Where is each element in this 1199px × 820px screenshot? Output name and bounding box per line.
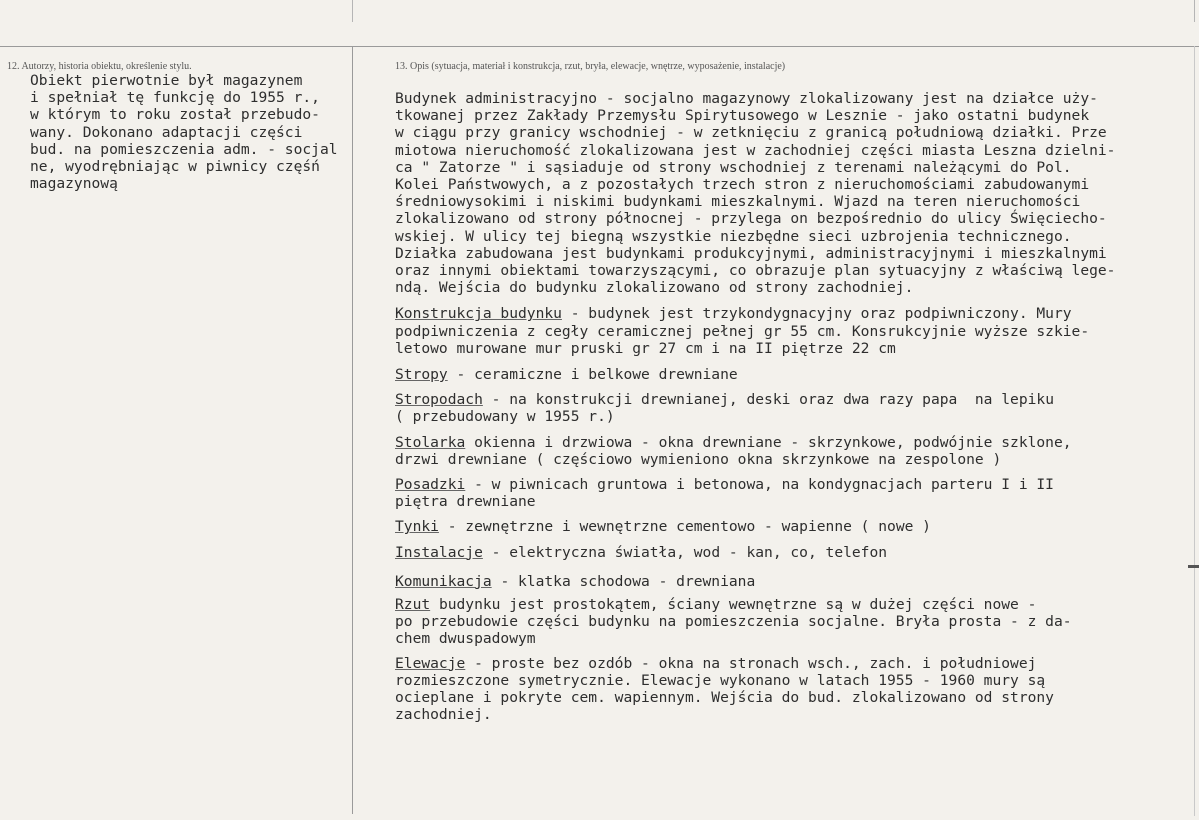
paragraph-floors — [395, 476, 1195, 510]
paragraph-lead: Posadzki — [395, 476, 466, 494]
paragraph-lead: Rzut — [395, 596, 431, 614]
paragraph-plan — [395, 596, 1195, 648]
section-12-text: Obiekt pierwotnie był magazynem i spełniał tę funkcję do 1955 r., w którym to roku został przebudo- wany. Dokonano adaptacji części bud. na pomieszczenia adm. - socjal ne, wyodrębniając w piwnicy częśń magazynową — [30, 72, 338, 193]
paragraph-lead: Komunikacja — [395, 572, 492, 590]
paragraph-lead: Konstrukcja budynku — [395, 305, 562, 323]
paragraph-construction — [395, 305, 1195, 357]
section-13-body — [395, 90, 1195, 724]
form-top-rule — [0, 46, 1199, 47]
paragraph-text: okienna i drzwiowa - okna drewniane - skrzynkowe, podwójnie szklone, drzwi drewniane ( częściowo wymieniono okna skrzynkowe na zespolone ) — [395, 433, 1072, 468]
paragraph-text: - proste bez ozdób - okna na stronach wsch., zach. i południowej rozmieszczone symetrycznie. Elewacje wykonano w latach 1955 - 1960 mury są ocieplane i pokryte cem. wapiennym. Wejścia do bud. zlokalizowano od strony zachodniej. — [395, 654, 1054, 724]
paragraph-lead: Stropy — [395, 366, 448, 384]
section-12-header: 12. Autorzy, historia obiektu, określenie stylu. — [7, 61, 192, 72]
paragraph-ceilings — [395, 366, 1195, 383]
paragraph-installations — [395, 544, 1195, 561]
paragraph-communication — [395, 573, 1195, 590]
paragraph-joinery — [395, 434, 1195, 468]
paragraph-location — [395, 90, 1195, 296]
paragraph-elevations — [395, 655, 1195, 724]
paragraph-lead: Elewacje — [395, 654, 466, 672]
paragraph-text: - ceramiczne i belkowe drewniane — [447, 366, 738, 384]
paragraph-roof — [395, 391, 1195, 425]
paragraph-text: - budynek jest trzykondygnacyjny oraz podpiwniczony. Mury podpiwniczenia z cegły ceramicznej pełnej gr 55 cm. Konsrukcyjnie wyższe szkie- letowo murowane mur pruski gr 27 cm i na II piętrze 22 cm — [395, 305, 1090, 357]
paragraph-text: - klatka schodowa - drewniana — [491, 572, 756, 590]
paragraph-lead: Instalacje — [395, 543, 483, 561]
section-13-header: 13. Opis (sytuacja, materiał i konstrukcja, rzut, bryła, elewacje, wnętrze, wyposażenie, instalacje) — [395, 61, 786, 72]
paragraph-text: budynku jest prostokątem, ściany wewnętrzne są w dużej części nowe - po przebudowie części budynku na pomieszczenia socjalne. Bryła prosta - z da- chem dwuspadowym — [395, 596, 1072, 648]
paragraph-text: - elektryczna światła, wod - kan, co, telefon — [482, 543, 888, 561]
paragraph-text: - zewnętrzne i wewnętrzne cementowo - wapienne ( nowe ) — [438, 518, 931, 536]
top-tick-mark — [1194, 0, 1195, 22]
paragraph-text: Budynek administracyjno - socjalno magazynowy zlokalizowany jest na działce uży- tkowanej przez Zakłady Przemysłu Spirytusowego w Lesznie - jako ostatni budynek w ciągu przy granicy wschodniej - w zetknięciu z granicą południową działki. Prze miotowa nieruchomość zlokalizowana jest w zachodniej części miasta Leszna dzielni- ca " Zatorze " i sąsiaduje od strony wschodniej z terenami należącymi do Pol. Kolei Państwowych, a z pozostałych trzech stron z nieruchomościami zabudowanymi średniowysokimi i niskimi budynkami mieszkalnymi. Wjazd na teren nieruchomości zlokalizowano od strony północnej - przylega on bezpośrednio do ulicy Święciecho- wskiej. W ulicy tej biegną wszystkie niezbędne sieci uzbrojenia technicznego. Działka zabudowana jest budynkami produkcyjnymi, administracyjnymi i mieszkalnymi oraz innymi obiektami towarzyszącymi, co obrazuje plan sytuacyjny z właściwą lege- ndą. Wejścia do budynku zlokalizowano od strony zachodniej. — [395, 90, 1116, 297]
paragraph-plaster — [395, 518, 1195, 535]
top-tick-mark — [352, 0, 353, 22]
paragraph-lead: Stolarka — [395, 433, 466, 451]
paragraph-text: - w piwnicach gruntowa i betonowa, na kondygnacjach parteru I i II piętra drewniane — [395, 476, 1054, 511]
paragraph-text: - na konstrukcji drewnianej, deski oraz dwa razy papa na lepiku ( przebudowany w 1955 r.) — [395, 391, 1054, 426]
paragraph-lead: Stropodach — [395, 391, 483, 409]
paragraph-lead: Tynki — [395, 518, 439, 536]
